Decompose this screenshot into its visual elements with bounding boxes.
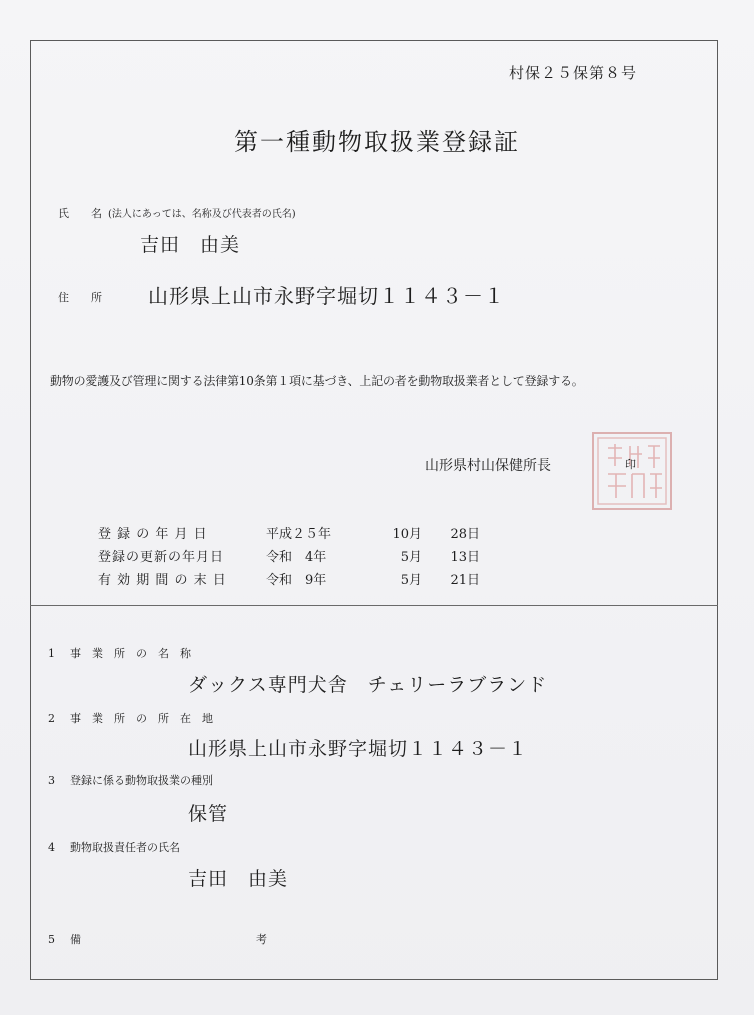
item-label-text: 事 業 所 の 所 在 地 [70, 712, 213, 725]
item-number: 5 [48, 933, 55, 946]
item-number: 4 [48, 841, 55, 854]
item-5-label [48, 931, 267, 947]
address-label [58, 289, 102, 305]
certificate-title: 第一種動物取扱業登録証 [234, 128, 520, 156]
item-2-label [48, 710, 213, 726]
date-era-year: 令和 4年 [266, 550, 327, 565]
address-label-char-1: 住 [58, 291, 69, 304]
date-day: 13日 [450, 550, 480, 565]
date-month: 5月 [400, 573, 422, 588]
date-month: 10月 [392, 527, 422, 542]
address-label-char-2: 所 [91, 291, 102, 304]
date-day: 28日 [450, 527, 480, 542]
item-4-label [48, 839, 180, 855]
certificate-number: 村保２５保第８号 [509, 64, 638, 82]
item-3-label [48, 772, 213, 788]
item-label-text: 事 業 所 の 名 称 [70, 647, 191, 660]
date-day: 21日 [450, 573, 480, 588]
holder-address: 山形県上山市永野字堀切１１４３－１ [148, 284, 505, 308]
date-label: 登 録 の 年 月 日 [98, 527, 208, 542]
item-1-label [48, 645, 191, 661]
seal-mark-label: 印 [625, 458, 636, 471]
date-label: 有 効 期 間 の 末 日 [98, 573, 227, 588]
item-number: 2 [48, 712, 55, 725]
item-label-text: 登録に係る動物取扱業の種別 [70, 774, 213, 787]
section-divider [30, 605, 718, 606]
date-label: 登録の更新の年月日 [98, 550, 225, 565]
item-number: 3 [48, 774, 55, 787]
date-month: 5月 [400, 550, 422, 565]
registration-date-row [98, 523, 480, 542]
holder-name: 吉田 由美 [140, 234, 241, 256]
name-note: (法人にあっては、名称及び代表者の氏名) [108, 209, 296, 220]
issuer-name: 山形県村山保健所長 [425, 458, 551, 474]
name-label [58, 205, 296, 221]
business-name: ダックス専門犬舎 チェリーラブランド [188, 674, 548, 696]
item-label-text: 備 [70, 933, 81, 946]
date-era-year: 令和 9年 [266, 573, 327, 588]
business-address: 山形県上山市永野字堀切１１４３－１ [188, 738, 529, 760]
registration-statement: 動物の愛護及び管理に関する法律第10条第１項に基づき、上記の者を動物取扱業者として登録する。 [50, 374, 584, 388]
item-label-text-2: 考 [256, 933, 267, 946]
item-label-text: 動物取扱責任者の氏名 [70, 841, 180, 854]
name-label-char-2: 名 [91, 207, 102, 220]
responsible-person-name: 吉田 由美 [188, 868, 289, 890]
date-era-year: 平成２５年 [266, 527, 332, 542]
item-number: 1 [48, 647, 55, 660]
renewal-date-row [98, 546, 480, 565]
expiry-date-row [98, 569, 480, 588]
business-type: 保管 [188, 803, 229, 825]
name-label-char-1: 氏 [58, 207, 69, 220]
